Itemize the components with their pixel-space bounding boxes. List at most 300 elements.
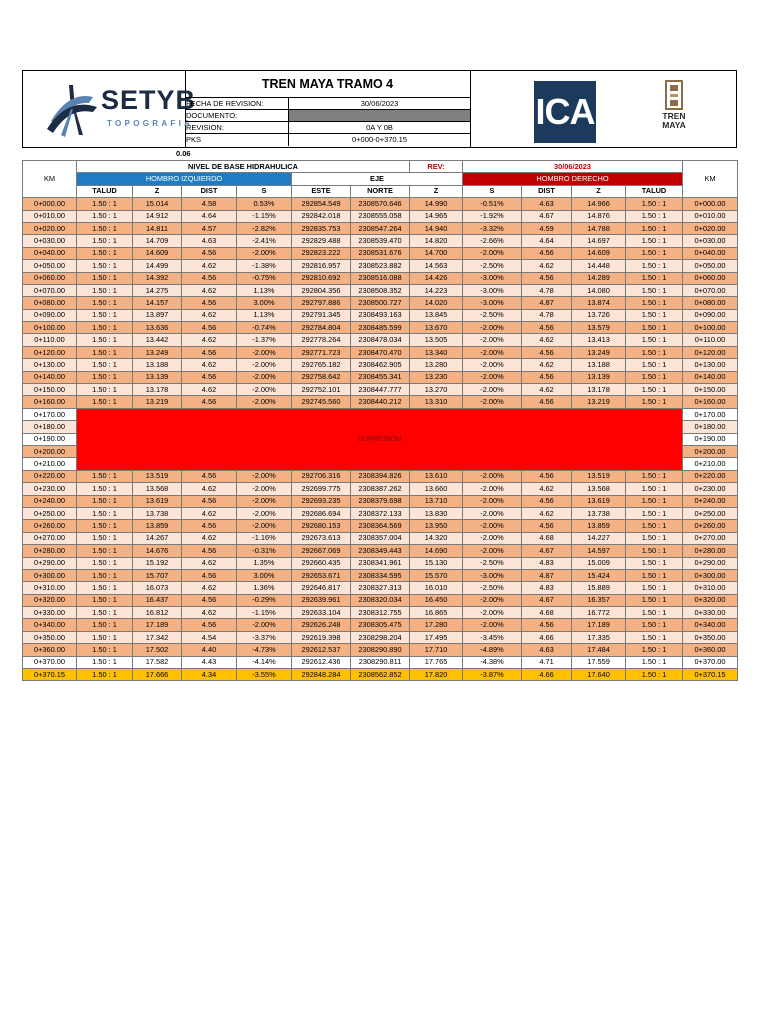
table-cell: 4.59 <box>522 222 572 234</box>
table-cell: 14.609 <box>572 247 626 259</box>
table-cell: 14.966 <box>572 198 626 210</box>
km-cell: 0+090.00 <box>683 309 738 321</box>
table-cell: 4.67 <box>522 210 572 222</box>
table-cell: 1.50 : 1 <box>626 371 683 383</box>
km-cell: 0+190.00 <box>683 433 738 445</box>
table-cell: 1.50 : 1 <box>626 495 683 507</box>
table-cell: 4.62 <box>182 483 237 495</box>
table-cell: 1.50 : 1 <box>626 520 683 532</box>
table-cell: 17.502 <box>133 644 182 656</box>
km-cell: 0+220.00 <box>23 470 77 482</box>
table-cell: 1.50 : 1 <box>77 322 133 334</box>
table-cell: 17.335 <box>572 631 626 643</box>
table-cell: -3.55% <box>237 669 292 681</box>
table-cell: -2.00% <box>463 470 522 482</box>
km-cell: 0+100.00 <box>23 322 77 334</box>
table-cell: 1.50 : 1 <box>626 582 683 594</box>
table-cell: 17.666 <box>133 669 182 681</box>
table-cell: 13.519 <box>572 470 626 482</box>
table-row <box>23 582 738 594</box>
table-cell: 14.820 <box>410 235 463 247</box>
table-row <box>23 235 738 247</box>
km-cell: 0+290.00 <box>683 557 738 569</box>
table-cell: 1.50 : 1 <box>626 284 683 296</box>
column-header: Z <box>572 185 626 197</box>
table-cell: -4.73% <box>237 644 292 656</box>
table-cell: 4.56 <box>182 619 237 631</box>
table-cell: 14.499 <box>133 260 182 272</box>
table-cell: -4.38% <box>463 656 522 668</box>
table-cell: 4.54 <box>182 631 237 643</box>
table-cell: 14.990 <box>410 198 463 210</box>
table-cell: -3.00% <box>463 297 522 309</box>
suppressed-row <box>23 408 738 420</box>
table-cell: 1.50 : 1 <box>77 346 133 358</box>
table-cell: 1.50 : 1 <box>77 272 133 284</box>
table-cell: 292667.069 <box>292 545 351 557</box>
table-cell: -2.00% <box>463 384 522 396</box>
table-cell: 1.50 : 1 <box>77 309 133 321</box>
km-cell: 0+140.00 <box>23 371 77 383</box>
table-cell: 4.66 <box>522 669 572 681</box>
table-cell: 13.950 <box>410 520 463 532</box>
document-title: TREN MAYA TRAMO 4 <box>261 77 394 91</box>
table-cell: 292848.284 <box>292 669 351 681</box>
table-cell: 1.50 : 1 <box>77 495 133 507</box>
table-cell: -2.00% <box>463 334 522 346</box>
meta-label: DOCUMENTO: <box>186 110 289 122</box>
table-cell: 2308357.004 <box>351 532 410 544</box>
table-cell: 4.56 <box>182 569 237 581</box>
table-cell: 292778.264 <box>292 334 351 346</box>
column-header-row <box>23 185 738 197</box>
table-cell: 4.62 <box>182 334 237 346</box>
km-cell: 0+150.00 <box>683 384 738 396</box>
table-row <box>23 619 738 631</box>
table-row <box>23 346 738 358</box>
table-cell: 4.56 <box>182 322 237 334</box>
table-cell: 17.582 <box>133 656 182 668</box>
table-cell: 1.50 : 1 <box>77 483 133 495</box>
km-cell: 0+020.00 <box>23 222 77 234</box>
tren-maya-emblem-icon <box>663 79 685 111</box>
table-cell: -0.31% <box>237 545 292 557</box>
table-cell: 4.62 <box>182 532 237 544</box>
column-header: Z <box>410 185 463 197</box>
table-cell: 14.080 <box>572 284 626 296</box>
column-header: DIST <box>182 185 237 197</box>
km-cell: 0+300.00 <box>683 569 738 581</box>
table-cell: 13.830 <box>410 507 463 519</box>
km-cell: 0+050.00 <box>23 260 77 272</box>
table-cell: 1.50 : 1 <box>626 619 683 631</box>
table-cell: 2308531.676 <box>351 247 410 259</box>
table-row <box>23 210 738 222</box>
meta-label: PKS <box>186 134 289 146</box>
table-cell: 13.442 <box>133 334 182 346</box>
table-cell: -2.50% <box>463 260 522 272</box>
table-cell: 4.63 <box>522 644 572 656</box>
table-cell: 14.426 <box>410 272 463 284</box>
table-cell: 1.50 : 1 <box>77 582 133 594</box>
table-cell: 2308470.470 <box>351 346 410 358</box>
table-cell: 292791.345 <box>292 309 351 321</box>
table-cell: -0.29% <box>237 594 292 606</box>
header-note-value: 0.06 <box>176 149 191 158</box>
table-row <box>23 359 738 371</box>
column-header: TALUD <box>626 185 683 197</box>
table-cell: 2308500.727 <box>351 297 410 309</box>
tren-maya-line: TREN <box>662 111 686 121</box>
table-cell: 1.50 : 1 <box>626 359 683 371</box>
table-row <box>23 557 738 569</box>
km-cell: 0+340.00 <box>23 619 77 631</box>
table-cell: 4.68 <box>522 607 572 619</box>
table-cell: 1.50 : 1 <box>77 210 133 222</box>
table-cell: 2308372.133 <box>351 507 410 519</box>
table-cell: 2308562.852 <box>351 669 410 681</box>
table-cell: 4.40 <box>182 644 237 656</box>
km-cell: 0+240.00 <box>683 495 738 507</box>
table-cell: 2308379.698 <box>351 495 410 507</box>
table-cell: 1.50 : 1 <box>626 569 683 581</box>
surveyor-tripod-icon <box>39 79 101 137</box>
table-cell: 13.859 <box>572 520 626 532</box>
table-cell: 2308394.826 <box>351 470 410 482</box>
table-cell: -2.00% <box>463 594 522 606</box>
km-cell: 0+170.00 <box>683 408 738 420</box>
tren-maya-logo-text <box>654 112 694 130</box>
right-shoulder-header: HOMBRO DERECHO <box>463 173 683 185</box>
table-cell: -2.00% <box>463 359 522 371</box>
km-cell: 0+310.00 <box>683 582 738 594</box>
km-header-left: KM <box>23 161 77 198</box>
table-cell: 2308523.882 <box>351 260 410 272</box>
km-cell: 0+040.00 <box>683 247 738 259</box>
table-cell: 4.57 <box>182 222 237 234</box>
table-cell: -1.92% <box>463 210 522 222</box>
table-cell: 15.014 <box>133 198 182 210</box>
meta-label: FECHA DE REVISION: <box>186 98 289 110</box>
table-cell: 16.357 <box>572 594 626 606</box>
km-cell: 0+170.00 <box>23 408 77 420</box>
table-cell: 1.50 : 1 <box>77 384 133 396</box>
table-cell: 4.62 <box>182 309 237 321</box>
table-cell: -2.00% <box>463 532 522 544</box>
table-cell: -2.00% <box>463 520 522 532</box>
table-cell: -1.16% <box>237 532 292 544</box>
table-cell: 4.56 <box>522 272 572 284</box>
km-cell: 0+210.00 <box>23 458 77 470</box>
table-cell: 13.859 <box>133 520 182 532</box>
table-cell: 2308570.646 <box>351 198 410 210</box>
table-cell: 13.505 <box>410 334 463 346</box>
setyb-wordmark: SETYB <box>101 85 197 115</box>
table-cell: 4.62 <box>182 582 237 594</box>
km-cell: 0+370.15 <box>683 669 738 681</box>
table-cell: 4.78 <box>522 309 572 321</box>
table-cell: -2.00% <box>237 247 292 259</box>
km-cell: 0+000.00 <box>683 198 738 210</box>
meta-value: 0+000-0+370.15 <box>351 135 408 144</box>
table-cell: 14.157 <box>133 297 182 309</box>
table-cell: 292823.222 <box>292 247 351 259</box>
table-cell: 14.392 <box>133 272 182 284</box>
table-cell: 4.62 <box>182 607 237 619</box>
km-cell: 0+030.00 <box>683 235 738 247</box>
table-cell: 292842.018 <box>292 210 351 222</box>
table-cell: 4.56 <box>182 396 237 408</box>
table-cell: 1.35% <box>237 557 292 569</box>
table-cell: 2308290.811 <box>351 656 410 668</box>
km-cell: 0+150.00 <box>23 384 77 396</box>
table-cell: 4.62 <box>182 359 237 371</box>
table-cell: 14.320 <box>410 532 463 544</box>
table-cell: 13.139 <box>572 371 626 383</box>
table-cell: 292854.549 <box>292 198 351 210</box>
table-cell: 2308334.595 <box>351 569 410 581</box>
km-cell: 0+230.00 <box>683 483 738 495</box>
km-cell: 0+180.00 <box>23 421 77 433</box>
table-cell: 2308508.352 <box>351 284 410 296</box>
km-cell: 0+060.00 <box>23 272 77 284</box>
km-cell: 0+260.00 <box>23 520 77 532</box>
client-logos <box>470 71 736 147</box>
table-row <box>23 644 738 656</box>
table-cell: -2.50% <box>463 309 522 321</box>
km-cell: 0+160.00 <box>683 396 738 408</box>
km-cell: 0+080.00 <box>683 297 738 309</box>
table-cell: 14.676 <box>133 545 182 557</box>
setyb-subtitle: TOPOGRAFIA <box>107 119 194 128</box>
table-cell: 14.700 <box>410 247 463 259</box>
header-info <box>185 71 471 147</box>
table-cell: -1.38% <box>237 260 292 272</box>
table-cell: 14.876 <box>572 210 626 222</box>
km-cell: 0+350.00 <box>683 631 738 643</box>
table-cell: 15.424 <box>572 569 626 581</box>
table-cell: 292653.671 <box>292 569 351 581</box>
table-cell: 4.78 <box>522 284 572 296</box>
table-cell: 17.342 <box>133 631 182 643</box>
table-cell: -2.41% <box>237 235 292 247</box>
table-row <box>23 532 738 544</box>
table-cell: -2.00% <box>463 607 522 619</box>
table-cell: 292752.101 <box>292 384 351 396</box>
km-cell: 0+180.00 <box>683 421 738 433</box>
table-cell: 292660.435 <box>292 557 351 569</box>
table-cell: -2.00% <box>237 619 292 631</box>
table-cell: 14.940 <box>410 222 463 234</box>
table-cell: 13.636 <box>133 322 182 334</box>
table-cell: 16.010 <box>410 582 463 594</box>
table-cell: 14.811 <box>133 222 182 234</box>
km-header-right: KM <box>683 161 738 198</box>
table-cell: 4.87 <box>522 569 572 581</box>
table-cell: 1.50 : 1 <box>626 507 683 519</box>
table-cell: 4.56 <box>522 619 572 631</box>
km-cell: 0+300.00 <box>23 569 77 581</box>
table-cell: 13.738 <box>133 507 182 519</box>
table-cell: -2.00% <box>237 520 292 532</box>
table-cell: 4.56 <box>182 545 237 557</box>
table-cell: 2308455.341 <box>351 371 410 383</box>
table-cell: 1.50 : 1 <box>626 557 683 569</box>
table-cell: 14.597 <box>572 545 626 557</box>
table-cell: 13.670 <box>410 322 463 334</box>
table-cell: 1.50 : 1 <box>77 359 133 371</box>
table-cell: 16.450 <box>410 594 463 606</box>
table-cell: 4.62 <box>522 359 572 371</box>
table-cell: 1.50 : 1 <box>77 371 133 383</box>
table-cell: 1.50 : 1 <box>626 260 683 272</box>
table-row <box>23 371 738 383</box>
table-cell: 13.178 <box>133 384 182 396</box>
table-cell: -3.45% <box>463 631 522 643</box>
table-cell: 2308364.569 <box>351 520 410 532</box>
table-cell: 4.62 <box>182 384 237 396</box>
table-cell: 1.50 : 1 <box>77 222 133 234</box>
ica-logo: ICA <box>534 81 596 143</box>
table-cell: 14.227 <box>572 532 626 544</box>
table-cell: 292771.723 <box>292 346 351 358</box>
column-header: ESTE <box>292 185 351 197</box>
table-cell: -0.75% <box>237 272 292 284</box>
table-cell: -2.82% <box>237 222 292 234</box>
table-cell: -2.00% <box>237 495 292 507</box>
table-row <box>23 260 738 272</box>
table-cell: 2308320.034 <box>351 594 410 606</box>
table-cell: 292699.775 <box>292 483 351 495</box>
table-cell: 17.189 <box>572 619 626 631</box>
table-cell: 4.67 <box>522 545 572 557</box>
table-cell: 292829.488 <box>292 235 351 247</box>
table-cell: 2308305.475 <box>351 619 410 631</box>
km-cell: 0+110.00 <box>23 334 77 346</box>
table-cell: 17.280 <box>410 619 463 631</box>
column-header: NORTE <box>351 185 410 197</box>
table-cell: 1.50 : 1 <box>77 198 133 210</box>
table-cell: -2.66% <box>463 235 522 247</box>
table-cell: 4.58 <box>182 198 237 210</box>
km-cell: 0+320.00 <box>683 594 738 606</box>
table-cell: -2.00% <box>237 359 292 371</box>
table-row <box>23 334 738 346</box>
table-cell: 1.50 : 1 <box>626 322 683 334</box>
table-cell: 4.62 <box>182 260 237 272</box>
km-cell: 0+210.00 <box>683 458 738 470</box>
group-title: NIVEL DE BASE HIDRAHULICA <box>77 161 410 173</box>
table-cell: 4.34 <box>182 669 237 681</box>
table-cell: 4.56 <box>182 297 237 309</box>
table-cell: 14.448 <box>572 260 626 272</box>
table-cell: -3.37% <box>237 631 292 643</box>
table-cell: 1.50 : 1 <box>626 334 683 346</box>
table-cell: -3.32% <box>463 222 522 234</box>
km-cell: 0+290.00 <box>23 557 77 569</box>
table-cell: 292619.398 <box>292 631 351 643</box>
header-row-2 <box>23 173 738 185</box>
table-row <box>23 631 738 643</box>
document-header <box>22 70 737 148</box>
table-cell: 17.765 <box>410 656 463 668</box>
table-cell: 2308516.088 <box>351 272 410 284</box>
table-cell: 13.726 <box>572 309 626 321</box>
table-cell: 1.50 : 1 <box>626 210 683 222</box>
table-cell: -2.50% <box>463 582 522 594</box>
column-header: TALUD <box>77 185 133 197</box>
table-cell: 4.56 <box>522 322 572 334</box>
table-row <box>23 495 738 507</box>
table-row <box>23 247 738 259</box>
table-cell: 4.56 <box>182 346 237 358</box>
table-cell: 4.62 <box>182 507 237 519</box>
table-cell: -2.00% <box>463 545 522 557</box>
table-cell: 292810.692 <box>292 272 351 284</box>
table-cell: 1.50 : 1 <box>626 644 683 656</box>
table-cell: -2.00% <box>237 396 292 408</box>
km-cell: 0+040.00 <box>23 247 77 259</box>
table-cell: 1.50 : 1 <box>77 644 133 656</box>
table-cell: 17.495 <box>410 631 463 643</box>
table-cell: 4.56 <box>182 495 237 507</box>
table-cell: 13.139 <box>133 371 182 383</box>
table-cell: 14.267 <box>133 532 182 544</box>
table-cell: 4.56 <box>182 272 237 284</box>
table-cell: 292784.804 <box>292 322 351 334</box>
table-cell: 4.43 <box>182 656 237 668</box>
table-cell: 4.56 <box>522 520 572 532</box>
table-cell: 14.697 <box>572 235 626 247</box>
km-cell: 0+050.00 <box>683 260 738 272</box>
table-cell: 2308485.599 <box>351 322 410 334</box>
table-cell: 2308387.262 <box>351 483 410 495</box>
km-cell: 0+280.00 <box>683 545 738 557</box>
table-cell: -3.00% <box>463 569 522 581</box>
table-cell: 1.50 : 1 <box>77 334 133 346</box>
table-cell: 4.71 <box>522 656 572 668</box>
table-cell: 1.50 : 1 <box>77 235 133 247</box>
table-cell: 292633.104 <box>292 607 351 619</box>
table-cell: 13.568 <box>133 483 182 495</box>
table-cell: 1.50 : 1 <box>77 396 133 408</box>
table-cell: 292612.436 <box>292 656 351 668</box>
table-cell: 13.219 <box>572 396 626 408</box>
table-cell: 4.56 <box>182 247 237 259</box>
table-cell: 13.280 <box>410 359 463 371</box>
table-cell: 13.340 <box>410 346 463 358</box>
header-row-1 <box>23 161 738 173</box>
table-cell: -2.00% <box>463 346 522 358</box>
table-cell: 1.50 : 1 <box>626 198 683 210</box>
km-cell: 0+130.00 <box>683 359 738 371</box>
table-cell: -2.00% <box>237 346 292 358</box>
km-cell: 0+140.00 <box>683 371 738 383</box>
table-cell: 1.50 : 1 <box>77 619 133 631</box>
table-cell: -2.00% <box>237 384 292 396</box>
table-cell: 1.50 : 1 <box>626 631 683 643</box>
meta-row-pks <box>185 133 470 146</box>
table-row <box>23 669 738 681</box>
table-cell: 292673.613 <box>292 532 351 544</box>
table-row <box>23 297 738 309</box>
km-cell: 0+280.00 <box>23 545 77 557</box>
table-cell: 4.62 <box>182 284 237 296</box>
table-row <box>23 309 738 321</box>
meta-label: REVISION: <box>186 122 289 134</box>
table-cell: -1.15% <box>237 607 292 619</box>
table-cell: 1.50 : 1 <box>77 470 133 482</box>
